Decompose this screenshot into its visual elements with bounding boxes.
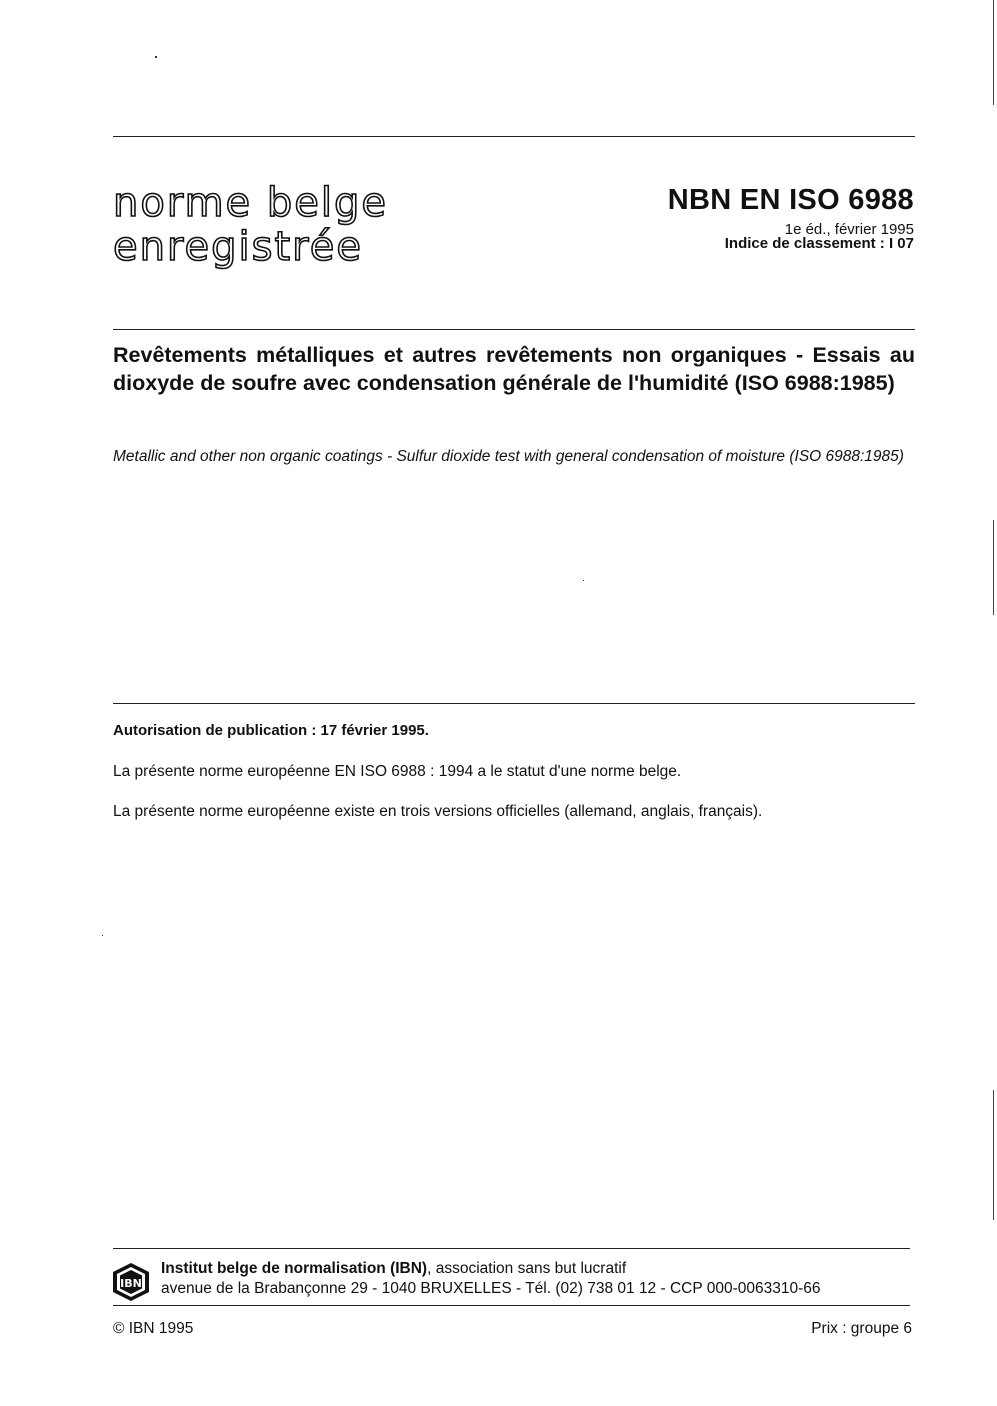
brand-mark <box>113 181 388 269</box>
copyright: © IBN 1995 <box>113 1320 194 1337</box>
top-divider <box>113 136 915 137</box>
scan-speck <box>102 935 103 936</box>
ibn-logo-text: IBN <box>120 1277 142 1290</box>
header-divider <box>113 329 915 330</box>
brand-line-2: enregistrée <box>113 224 363 270</box>
brand-line-1: norme belge <box>113 180 388 226</box>
scan-edge-mark <box>993 1090 995 1220</box>
scan-speck <box>583 580 584 581</box>
publication-divider <box>113 703 915 704</box>
classification-index: Indice de classement : I 07 <box>724 235 914 252</box>
institute-address: avenue de la Brabançonne 29 - 1040 BRUXELLES - Tél. (02) 738 01 12 - CCP 000-0063310-66 <box>161 1280 821 1297</box>
scan-edge-mark <box>993 0 995 105</box>
status-paragraph: La présente norme européenne EN ISO 6988 : 1994 a le statut d'une norme belge. <box>113 763 682 780</box>
edition-date: 1e éd., février 1995 <box>784 221 914 238</box>
title-english: Metallic and other non organic coatings - Sulfur dioxide test with general condensation of moisture (ISO 6988:1985) <box>113 448 904 465</box>
scan-speck <box>155 56 157 58</box>
scan-edge-mark <box>993 520 995 615</box>
standard-number: NBN EN ISO 6988 <box>667 184 914 216</box>
versions-paragraph: La présente norme européenne existe en trois versions officielles (allemand, anglais, français). <box>113 803 763 820</box>
institute-name: Institut belge de normalisation (IBN) <box>161 1260 428 1277</box>
publication-authorisation: Autorisation de publication : 17 février 1995. <box>113 722 429 739</box>
footer-divider <box>113 1248 910 1249</box>
institute-line <box>161 1260 626 1278</box>
title-french: Revêtements métalliques et autres revêtements non organiques - Essais au dioxyde de soufre avec condensation générale de l'humidité (ISO 6988:1985) <box>113 343 915 395</box>
footer-bottom-divider <box>113 1305 910 1306</box>
price-group: Prix : groupe 6 <box>811 1320 912 1337</box>
ibn-logo-icon <box>111 1262 151 1302</box>
institute-suffix: , association sans but lucratif <box>427 1260 627 1277</box>
